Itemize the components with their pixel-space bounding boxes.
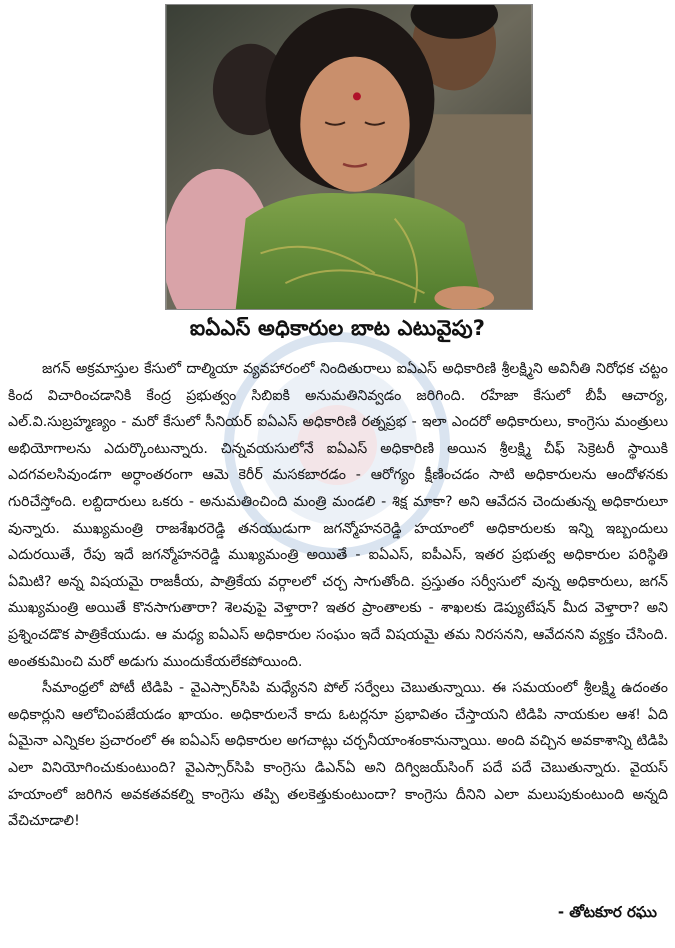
article-headline: ఐఏఎస్ అధికారుల బాట ఎటువైపు? — [189, 316, 486, 340]
article-paragraph-1: జగన్ అక్రమాస్తుల కేసులో దాల్మియా వ్యవహారంలో నిందితురాలు ఐఏఎస్ అధికారిణి శ్రీలక్ష్మిని అవినీతి నిరోధక చట్టం కింద విచారించడానికి కేంద్ర ప్రభుత్వం సిబిఐకి అనుమతినివ్వడం జరిగింది. రహేజా కేసులో బీపీ ఆచార్య, ఎల్.వి.సుబ్రహ్మణ్యం - మరో కేసులో సీనియర్ ఐఏఎస్ అధికారిణి రత్నప్రభ - ఇలా ఎందరో అధికారులు, కాంగ్రెసు మంత్రులు అభియోగాలను ఎదుర్కొంటున్నారు. చిన్నవయసులోనే ఐఏఎస్ అధికారిణి అయిన శ్రీలక్ష్మి చీఫ్ సెక్రెటరీ స్థాయికి ఎదగవలసివుండగా అర్ధాంతరంగా ఆమె కెరీర్ మసకబారడం - ఆరోగ్యం క్షీణించడం సాటి అధికారులను ఆందోళనకు గురిచేస్తోంది. లబ్దిదారులు ఒకరు - అనుమతించింది మంత్రి మండలి - శిక్ష మాకా? అని ఆవేదన చెందుతున్న అధికారులూ వున్నారు. ముఖ్యమంత్రి రాజశేఖరరెడ్డి తనయుడుగా జగన్మోహనరెడ్డి హయాంలో అధికారులకు ఇన్ని ఇబ్బందులు ఎదురయితే, రేపు ఇదే జగన్మోహనరెడ్డి ముఖ్యమంత్రి అయితే - ఐఏఎస్, ఐపీఎస్, ఇతర ప్రభుత్వ అధికారుల పరిస్థితి ఏమిటి? అన్న విషయమై రాజకీయ, పాత్రికేయ వర్గాలలో చర్చ సాగుతోంది. ప్రస్తుతం సర్వీసులో వున్న అధికారులు, జగన్ ముఖ్యమంత్రి అయితే కొనసాగుతారా? శెలవుపై వెళ్తారా? ఇతర ప్రాంతాలకు - శాఖలకు డెప్యుటేషన్ మీద వెళ్తారా? అని ప్రశ్నించడొక పాత్రికేయుడు. ఆ మధ్య ఐఏఎస్ అధికారుల సంఘం ఇదే విషయమై తమ నిరసనని, ఆవేదనని వ్యక్తం చేసింది. అంతకుమించి మరో అడుగు ముందుకేయలేకపోయింది. — [8, 361, 668, 670]
article-paragraph-2: సీమాంధ్రలో పోటీ టిడిపి - వైఎస్సార్‌సిపి మధ్యేనని పోల్ సర్వేలు చెబుతున్నాయి. ఈ సమయంలో శ్రీలక్ష్మి ఉదంతం అధికార్లుని ఆలోచింపజేయడం ఖాయం. అధికారులనే కాదు ఓటర్లనూ ప్రభావితం చేస్తాయని టిడిపి నాయకుల ఆశ! ఏది ఏమైనా ఎన్నికల ప్రచారంలో ఈ ఐఏఎస్ అధికారుల అగచాట్లు చర్చనీయాంశంకానున్నాయి. అంది వచ్చిన అవకాశాన్ని టిడిపి ఎలా వినియోగించుకుంటుంది? వైఎస్సార్‌సిపి కాంగ్రెసు డిఎన్ఏ అని దిగ్విజయ్‌సింగ్ పదే పదే చెబుతున్నారు. వైయస్ హయాంలో జరిగిన అవకతవకల్ని కాంగ్రెసు తప్పి తలకెత్తుకుంటుందా? కాంగ్రెసు దీనిని ఎలా మలుపుకుంటుంది అన్నది వేచిచూడాలి! — [8, 680, 668, 830]
author-byline: - తోటకూర రఘు — [557, 903, 657, 921]
photo-illustration — [166, 5, 532, 309]
article-photo — [165, 4, 533, 310]
article-body — [8, 356, 668, 835]
